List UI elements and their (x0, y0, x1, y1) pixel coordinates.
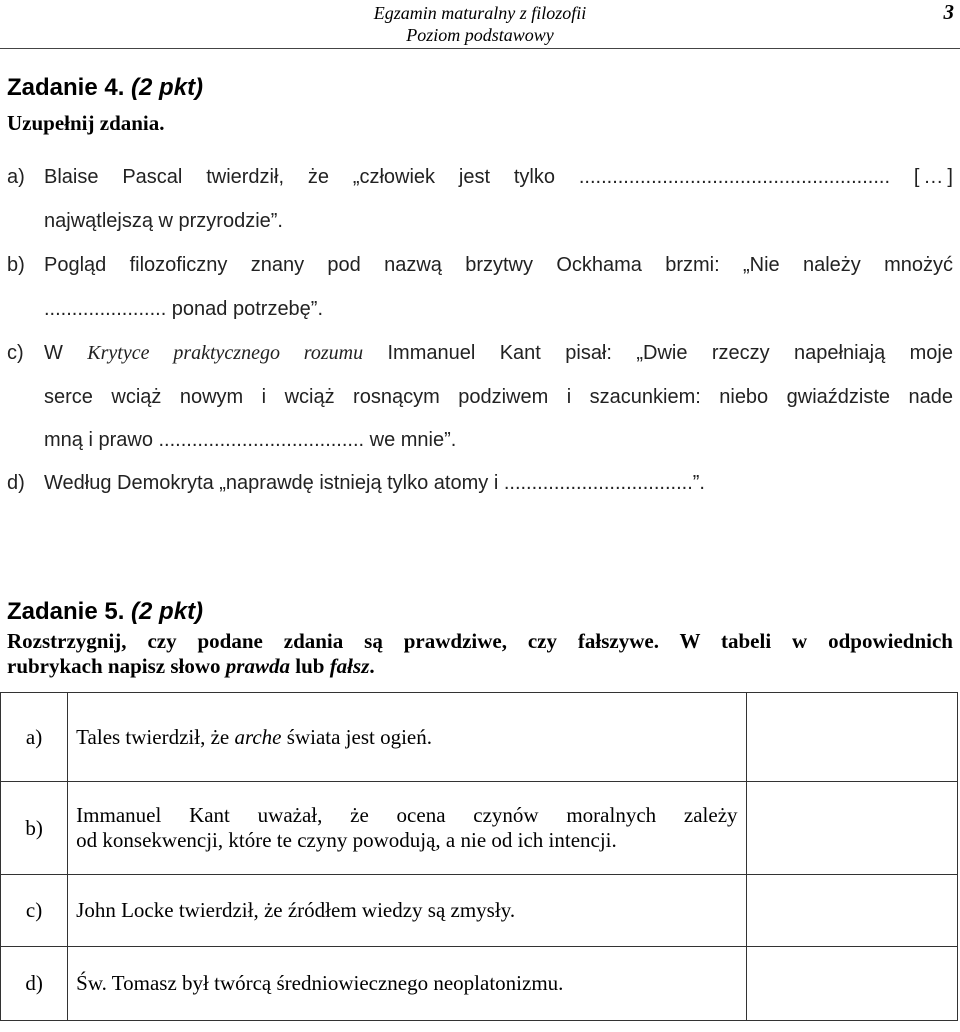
item-c-prefix: W (44, 342, 63, 364)
page-number: 3 (943, 0, 954, 24)
table-row (1, 693, 958, 782)
statement-term: arche (234, 724, 282, 749)
word-false: fałsz (329, 654, 370, 678)
task5-title-text: Zadanie 5. (7, 598, 125, 625)
table-row (1, 782, 958, 875)
row-label: c) (1, 875, 68, 947)
instr-mid: lub (295, 654, 325, 678)
item-label: b) (7, 254, 25, 276)
answer-cell[interactable] (746, 693, 957, 782)
statement (68, 782, 746, 875)
task5-instruction-line2 (7, 654, 375, 678)
item-c-line3: mną i prawo ..................................... we mnie”. (44, 429, 457, 451)
task4-points: (2 pkt) (131, 74, 204, 101)
page-header (0, 0, 960, 49)
true-false-table (0, 692, 958, 1021)
answer-cell[interactable] (746, 875, 957, 947)
instr-end: . (369, 654, 375, 678)
item-c-suffix: Immanuel Kant pisał: „Dwie rzeczy napełniają moje (387, 342, 953, 364)
row-label: a) (1, 693, 68, 782)
task4-item-c (7, 342, 953, 462)
row-label: d) (1, 947, 68, 1021)
instr-prefix: rubrykach napisz słowo (7, 654, 221, 678)
statement-prefix: Tales twierdził, że (76, 724, 230, 749)
item-b-line1: Pogląd filozoficzny znany pod nazwą brzytwy Ockhama brzmi: „Nie należy mnożyć (44, 254, 953, 276)
item-a-line2: najwątlejszą w przyrodzie”. (44, 210, 283, 232)
exam-title (290, 2, 670, 46)
word-true: prawda (225, 654, 290, 678)
table-row (1, 947, 958, 1021)
statement: Św. Tomasz był twórcą średniowiecznego neoplatonizmu. (68, 947, 746, 1021)
answer-cell[interactable] (746, 947, 957, 1021)
answer-cell[interactable] (746, 782, 957, 875)
item-label: c) (7, 342, 24, 364)
task5-instruction-line1: Rozstrzygnij, czy podane zdania są prawdziwe, czy fałszywe. W tabeli w odpowiednich (7, 629, 953, 653)
book-title: Krytyce praktycznego rozumu (87, 342, 364, 364)
statement-suffix: świata jest ogień. (286, 724, 432, 749)
table-row (1, 875, 958, 947)
task4-instruction: Uzupełnij zdania. (7, 111, 165, 135)
item-label: d) (7, 472, 25, 494)
statement: John Locke twierdził, że źródłem wiedzy są zmysły. (68, 875, 746, 947)
task4-item-b (7, 254, 953, 324)
item-b-line2: ...................... ponad potrzebę”. (44, 298, 324, 320)
task4-title-text: Zadanie 4. (7, 74, 125, 101)
task4-item-a (7, 166, 953, 236)
statement (68, 693, 746, 782)
item-d-line1: Według Demokryta „naprawdę istnieją tylko atomy i ..................................”. (44, 472, 705, 494)
row-label: b) (1, 782, 68, 875)
item-c-line2: serce wciąż nowym i wciąż rosnącym podziwem i szacunkiem: niebo gwiaździste nade (44, 386, 953, 408)
item-label: a) (7, 166, 25, 188)
task5-title (7, 598, 203, 626)
statement-line1: Immanuel Kant uważał, że ocena czynów moralnych zależy (76, 803, 738, 827)
task4-item-d (7, 472, 953, 502)
task5-points: (2 pkt) (131, 598, 204, 625)
task5-instruction (7, 629, 953, 679)
item-c-line1 (44, 342, 953, 365)
exam-title-line1: Egzamin maturalny z filozofii (373, 3, 587, 23)
statement-line2: od konsekwencji, które te czyny powodują, a nie od ich intencji. (76, 828, 617, 852)
exam-title-line2: Poziom podstawowy (406, 25, 554, 45)
item-a-line1: Blaise Pascal twierdził, że „człowiek jest tylko ........................................................ [ … ] (44, 166, 953, 188)
task4-title (7, 74, 203, 102)
